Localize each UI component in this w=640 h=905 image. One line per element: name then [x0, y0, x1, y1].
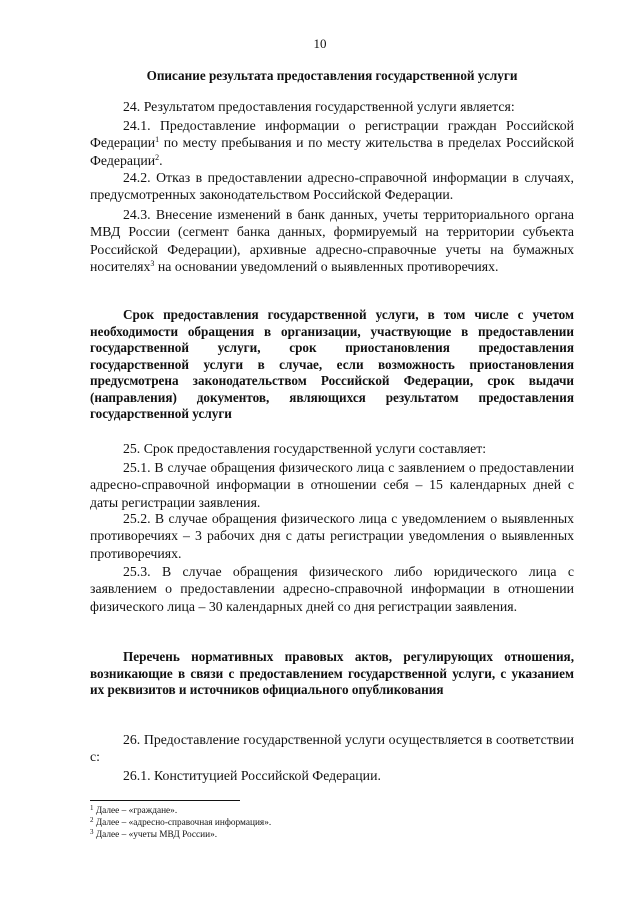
paragraph-text: по месту пребывания и по месту жительства в пределах Российской Федерации: [90, 135, 574, 168]
footnote-separator: [90, 800, 240, 801]
paragraph-26-1: 26.1. Конституцией Российской Федерации.: [123, 768, 381, 783]
footnote-2: [90, 817, 390, 829]
page-number: 10: [313, 36, 327, 51]
footnotes: [90, 805, 390, 841]
footnote-number: 2: [90, 816, 94, 824]
paragraph-26: 26. Предоставление государственной услуги осуществляется в соответствии с:: [90, 732, 574, 765]
paragraph-25-3: 25.3. В случае обращения физического либо юридического лица с заявлением о предоставлении адресно-справочной информации в отношении физического лица – 30 календарных дней со дня регистрации заявления.: [90, 564, 574, 614]
footnote-ref: 1: [155, 135, 160, 145]
footnote-text: Далее – «граждане».: [93, 806, 178, 816]
footnote-1: [90, 805, 390, 817]
paragraph-text: .: [159, 152, 163, 168]
paragraph-24-3: [90, 206, 574, 275]
footnote-3: [90, 829, 390, 841]
footnote-number: 3: [90, 828, 94, 836]
footnote-ref: 2: [155, 152, 160, 162]
paragraph-24-1: [90, 117, 574, 169]
footnote-number: 1: [90, 804, 94, 812]
footnote-text: Далее – «адресно-справочная информация».: [93, 818, 272, 828]
paragraph-text: на основании уведомлений о выявленных противоречиях.: [154, 258, 499, 274]
paragraph-25: 25. Срок предоставления государственной услуги составляет:: [123, 441, 487, 456]
section-heading-result: Описание результата предоставления государственной услуги: [146, 68, 518, 83]
section-heading-term: Срок предоставления государственной услуги, в том числе с учетом необходимости обращения в организации, участвующие в предоставлении государственной услуги, срок приостановления предоставления государственной услуги в случае, если возможность приостановления предусмотрена законодательством Российской Федерации, срок выдачи (направления) документов, являющихся результатом предоставления государственной услуги: [90, 307, 574, 421]
paragraph-text: 24.1. Предоставление информации о регистрации граждан Российской Федерации: [90, 118, 574, 151]
paragraph-25-2: 25.2. В случае обращения физического лица с уведомлением о выявленных противоречиях – 3 рабочих дня с даты регистрации уведомления о выявленных противоречиях.: [90, 511, 574, 561]
paragraph-text: 24.3. Внесение изменений в банк данных, учеты территориального органа МВД России (сегмент банка данных, формируемый на территории субъекта Российской Федерации), архивные адресно-справочные учеты на бумажных носителях: [90, 207, 574, 274]
paragraph-25-1: 25.1. В случае обращения физического лица с заявлением о предоставлении адресно-справочной информации в отношении себя – 15 календарных дней с даты регистрации заявления.: [90, 460, 574, 510]
section-heading-acts: Перечень нормативных правовых актов, регулирующих отношения, возникающие в связи с предоставлением государственной услуги, с указанием их реквизитов и источников официального опубликования: [90, 649, 574, 697]
paragraph-24-2: 24.2. Отказ в предоставлении адресно-справочной информации в случаях, предусмотренных законодательством Российской Федерации.: [90, 170, 574, 203]
paragraph-24: 24. Результатом предоставления государственной услуги является:: [123, 99, 515, 114]
footnote-ref: 3: [150, 258, 155, 268]
footnote-text: Далее – «учеты МВД России».: [93, 830, 218, 840]
